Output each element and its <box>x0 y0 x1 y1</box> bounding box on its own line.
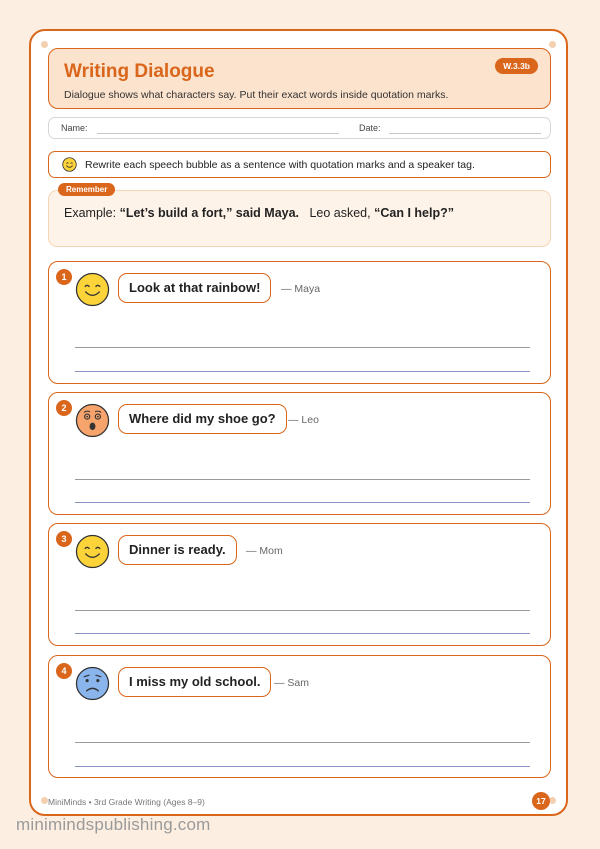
name-date-bar <box>48 117 551 139</box>
task-number: 1 <box>56 269 72 285</box>
example-mid: Leo asked, <box>309 206 371 220</box>
dialogue-task <box>48 523 551 646</box>
task-number: 3 <box>56 531 72 547</box>
name-field[interactable] <box>97 133 339 134</box>
writing-line[interactable] <box>75 479 530 480</box>
task-number: 4 <box>56 663 72 679</box>
dialogue-task <box>48 655 551 778</box>
date-field[interactable] <box>389 133 541 134</box>
writing-line[interactable] <box>75 742 530 743</box>
watermark: minimindspublishing.com <box>16 815 211 834</box>
happy-face-icon <box>75 272 110 307</box>
worksheet-header <box>48 48 551 109</box>
remember-badge: Remember <box>58 183 115 196</box>
writing-line[interactable] <box>75 502 530 503</box>
page-subtitle: Dialogue shows what characters say. Put their exact words inside quotation marks. <box>64 89 449 101</box>
speaker-tag: — Sam <box>274 677 310 689</box>
example-quote-1: “Let’s build a fort,” said Maya. <box>119 206 300 220</box>
corner-dot <box>549 797 556 804</box>
writing-line[interactable] <box>75 633 530 634</box>
instruction-box <box>48 151 551 178</box>
smiley-face-icon <box>62 157 77 172</box>
corner-dot <box>549 41 556 48</box>
speech-bubble: Dinner is ready. <box>118 535 237 565</box>
example-prefix: Example: <box>64 206 117 220</box>
speaker-tag: — Maya <box>281 283 321 295</box>
writing-line[interactable] <box>75 371 530 372</box>
page-number: 17 <box>532 792 550 810</box>
writing-line[interactable] <box>75 347 530 348</box>
surprised-face-icon <box>75 403 110 438</box>
example-quote-2: “Can I help?” <box>374 206 454 220</box>
speech-bubble: Look at that rainbow! <box>118 273 271 303</box>
corner-dot <box>41 41 48 48</box>
footer-text: MiniMinds • 3rd Grade Writing (Ages 8–9) <box>48 797 205 807</box>
name-label: Name: <box>61 123 88 133</box>
page-title: Writing Dialogue <box>64 61 215 82</box>
sad-face-icon <box>75 666 110 701</box>
standard-badge: W.3.3b <box>495 58 538 74</box>
writing-line[interactable] <box>75 766 530 767</box>
writing-line[interactable] <box>75 610 530 611</box>
dialogue-task <box>48 261 551 384</box>
date-label: Date: <box>359 123 381 133</box>
speech-bubble: I miss my old school. <box>118 667 271 697</box>
example-line <box>64 206 454 220</box>
happy-face-icon <box>75 534 110 569</box>
task-number: 2 <box>56 400 72 416</box>
speaker-tag: — Mom <box>246 545 283 557</box>
corner-dot <box>41 797 48 804</box>
speech-bubble: Where did my shoe go? <box>118 404 287 434</box>
remember-box <box>48 185 551 247</box>
instruction-text: Rewrite each speech bubble as a sentence with quotation marks and a speaker tag. <box>85 159 475 171</box>
dialogue-task <box>48 392 551 515</box>
speaker-tag: — Leo <box>288 414 319 426</box>
